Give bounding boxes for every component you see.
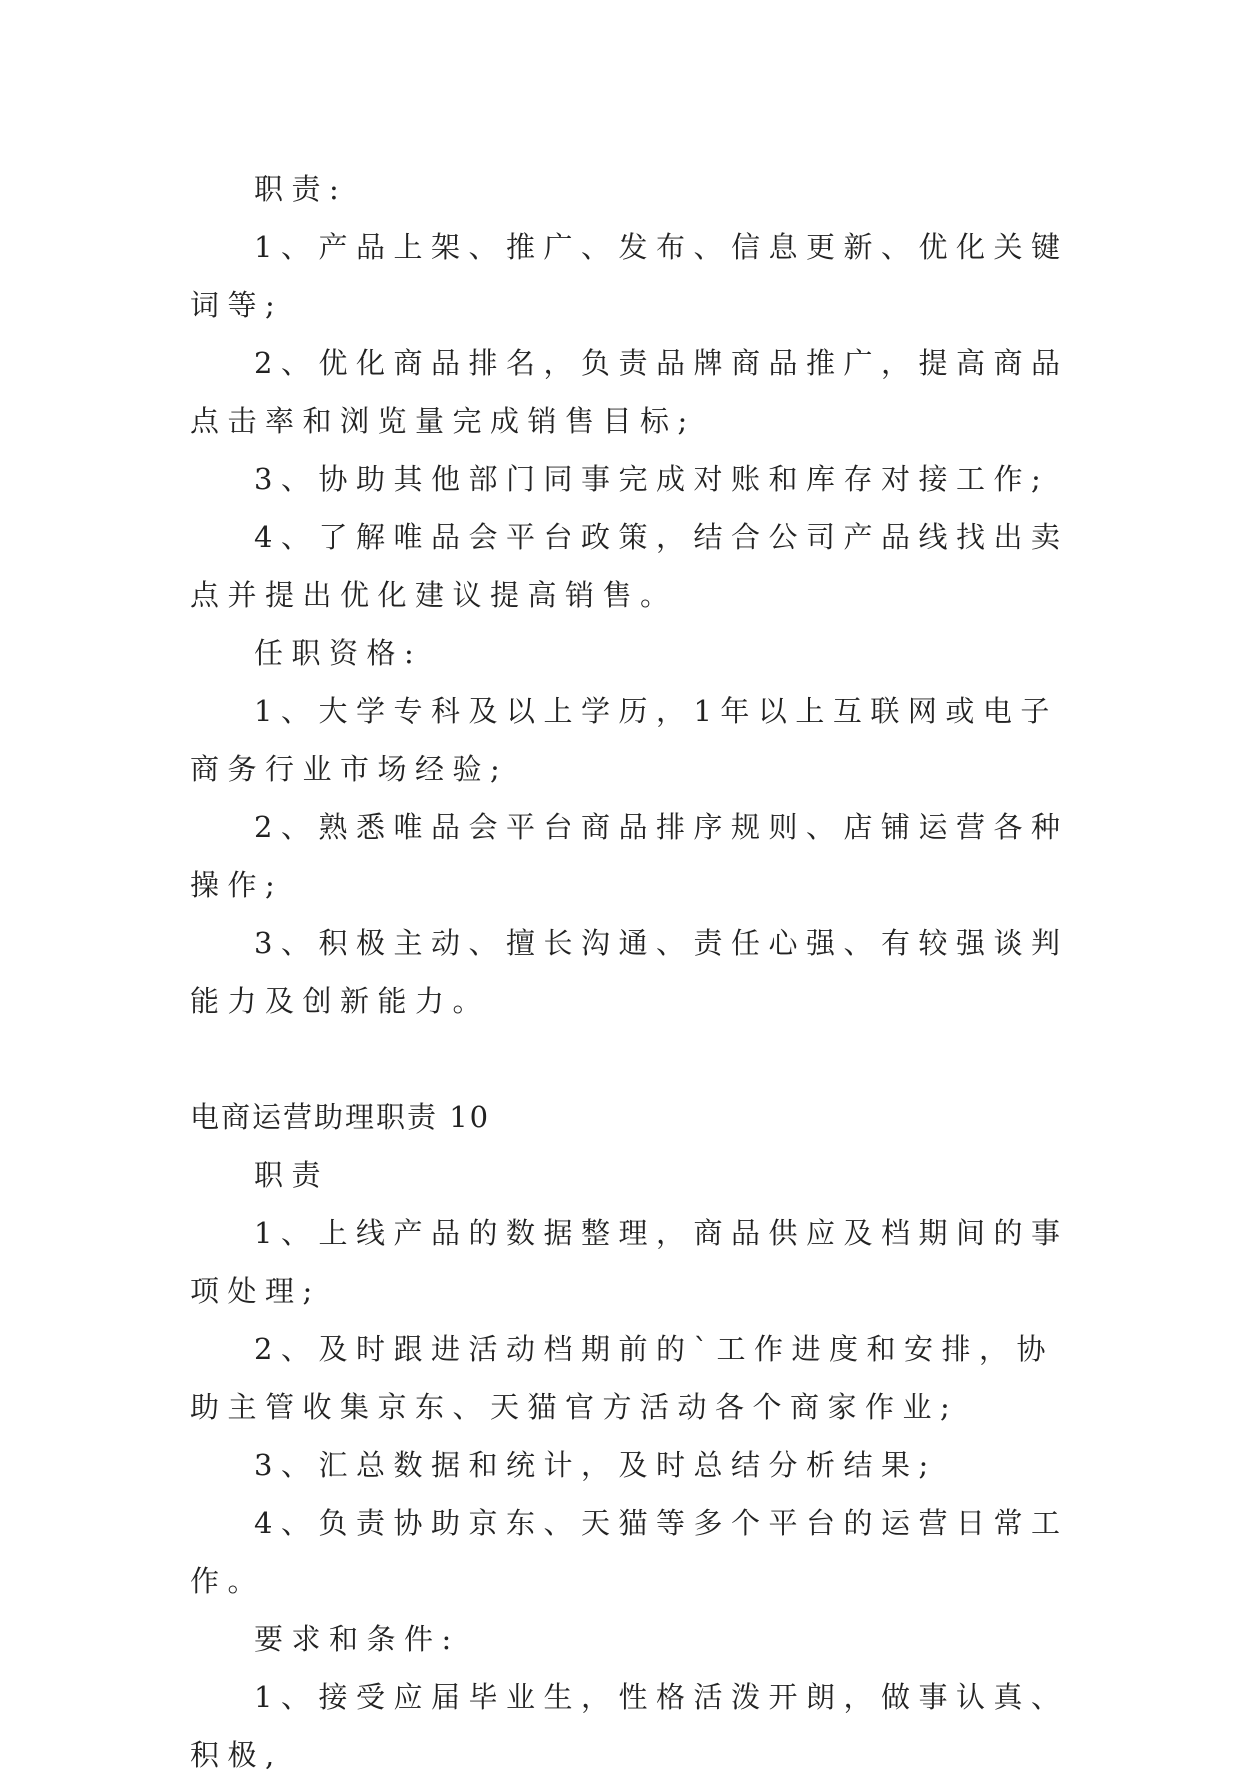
duty-item: 2、优化商品排名，负责品牌商品推广，提高商品点击率和浏览量完成销售目标; <box>190 346 1069 438</box>
qualification-item: 1、大学专科及以上学历，1年以上互联网或电子商务行业市场经验; <box>190 694 1058 786</box>
duty-item: 1、产品上架、推广、发布、信息更新、优化关键词等; <box>190 230 1069 322</box>
duty-item: 4、负责协助京东、天猫等多个平台的运营日常工作。 <box>190 1506 1069 1598</box>
duty-item: 3、协助其他部门同事完成对账和库存对接工作; <box>254 462 1050 496</box>
document-body <box>190 160 1070 1784</box>
qualifications-heading: 任职资格: <box>254 636 423 670</box>
requirements-heading: 要求和条件: <box>254 1622 460 1656</box>
duty-item: 2、及时跟进活动档期前的`工作进度和安排，协助主管收集京东、天猫官方活动各个商家作业; <box>190 1332 1054 1424</box>
qualification-item: 3、积极主动、擅长沟通、责任心强、有较强谈判能力及创新能力。 <box>190 926 1069 1018</box>
duties-heading: 职责: <box>254 172 348 206</box>
duty-item: 4、了解唯品会平台政策，结合公司产品线找出卖点并提出优化建议提高销售。 <box>190 520 1069 612</box>
duties-heading: 职责 <box>254 1158 330 1192</box>
duty-item: 3、汇总数据和统计，及时总结分析结果; <box>254 1448 937 1482</box>
qualification-item: 2、熟悉唯品会平台商品排序规则、店铺运营各种操作; <box>190 810 1069 902</box>
requirement-item: 1、接受应届毕业生，性格活泼开朗，做事认真、积极, <box>190 1680 1069 1772</box>
duty-item: 1、上线产品的数据整理，商品供应及档期间的事项处理; <box>190 1216 1069 1308</box>
section-title: 电商运营助理职责 10 <box>190 1100 491 1134</box>
